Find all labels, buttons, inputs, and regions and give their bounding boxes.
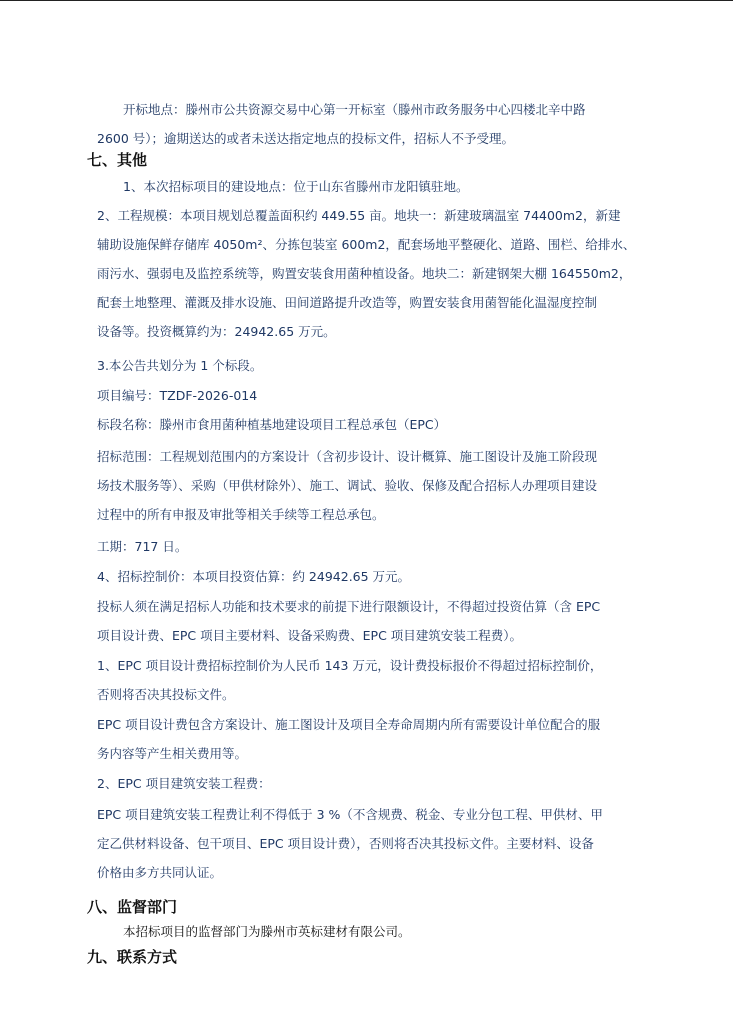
location-paragraph: 1、本次招标项目的建设地点：位于山东省滕州市龙阳镇驻地。 xyxy=(123,179,469,194)
project-number: 项目编号：TZDF-2026-014 xyxy=(97,388,258,403)
tender-scope-paragraph: 招标范围：工程规划范围内的方案设计（含初步设计、设计概算、施工图设计及施工阶段现 场技术服务等）、采购（甲供材除外）、施工、调试、验收、保修及配合招标人办理项目建设 过程中的所有申报及审批等相关手续等工程总承包。 xyxy=(97,449,598,522)
duration-paragraph: 工期：717 日。 xyxy=(97,539,188,554)
scale-paragraph: 2、工程规模：本项目规划总覆盖面积约 449.55 亩。地块一：新建玻璃温室 74400m2，新建 辅助设施保鲜存储库 4050m²、分拣包装室 600m2，配套场地平整硬化、道路、围栏、给排水、 雨污水、强弱电及监控系统等，购置安装食用菌种植设备。地块二：新建钢架大棚 164550m2， 配套土地整理、灌溉及排水设施、田间道路提升改造等，购置安装食用菌智能化温湿度控制 设备等。投资概算约为：24942.65 万元。 xyxy=(97,208,636,339)
design-fee-paragraph: 1、EPC 项目设计费招标控制价为人民币 143 万元，设计费投标报价不得超过招标控制价， 否则将否决其投标文件。 xyxy=(97,658,603,702)
section-name: 标段名称：滕州市食用菌种植基地建设项目工程总承包（EPC） xyxy=(97,417,447,432)
lot-count-paragraph: 3.本公告共划分为 1 个标段。 xyxy=(97,358,263,373)
section-8-heading: 八、监督部门 xyxy=(87,898,178,916)
section-7-heading: 七、其他 xyxy=(87,151,148,169)
design-fee-scope-paragraph: EPC 项目设计费包含方案设计、施工图设计及项目全寿命周期内所有需要设计单位配合的服 务内容等产生相关费用等。 xyxy=(97,717,601,761)
construction-fee-title: 2、EPC 项目建筑安装工程费： xyxy=(97,776,271,791)
control-price-paragraph: 4、招标控制价：本项目投资估算：约 24942.65 万元。 xyxy=(97,569,411,584)
section-9-heading: 九、联系方式 xyxy=(87,948,178,966)
supervision-paragraph: 本招标项目的监督部门为滕州市英标建材有限公司。 xyxy=(123,924,411,939)
construction-fee-paragraph: EPC 项目建筑安装工程费让利不得低于 3 %（不含规费、税金、专业分包工程、甲供材、甲 定乙供材料设备、包干项目、EPC 项目设计费），否则将否决其投标文件。主要材料、设备 价格由多方共同认证。 xyxy=(97,807,603,880)
opening-location-paragraph: 开标地点：滕州市公共资源交易中心第一开标室（滕州市政务服务中心四楼北辛中路 2600 号）；逾期送达的或者未送达指定地点的投标文件，招标人不予受理。 xyxy=(97,102,586,146)
page-top-border xyxy=(0,0,733,1)
limit-design-paragraph: 投标人须在满足招标人功能和技术要求的前提下进行限额设计，不得超过投资估算（含 EPC 项目设计费、EPC 项目主要材料、设备采购费、EPC 项目建筑安装工程费）。 xyxy=(97,599,601,643)
